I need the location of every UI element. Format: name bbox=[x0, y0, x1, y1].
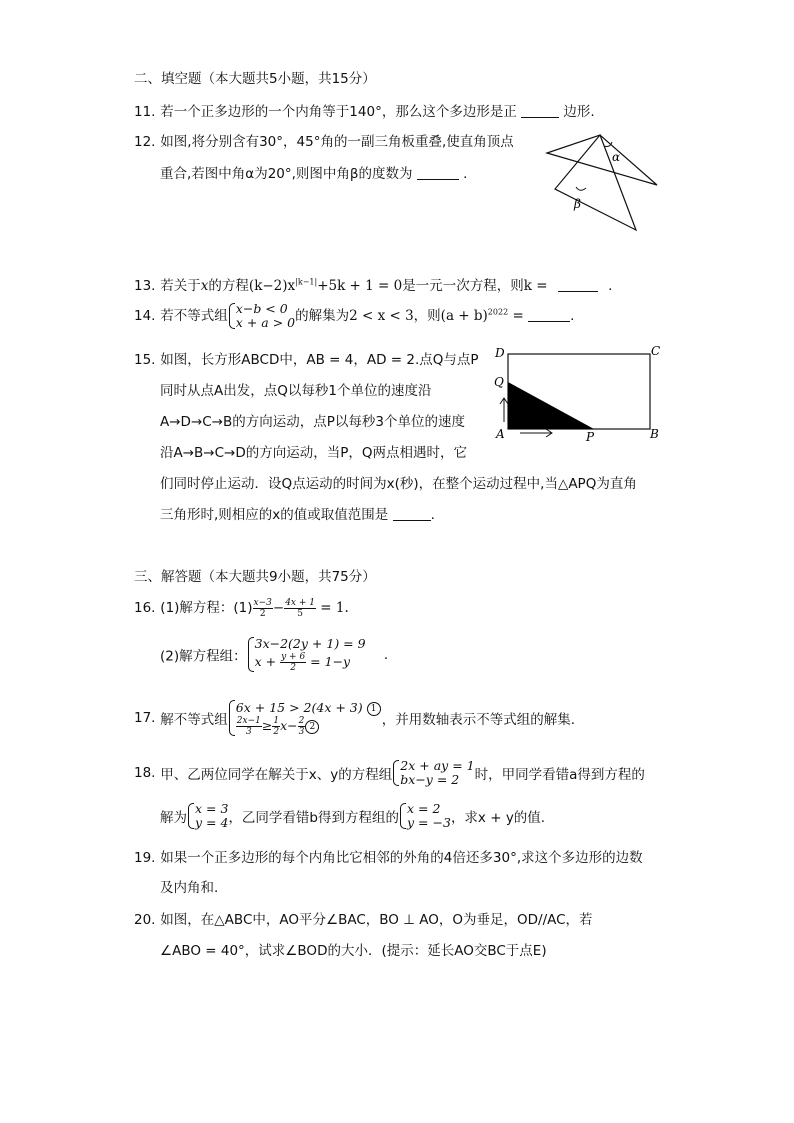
question-text: (1)解方程：(1) bbox=[160, 600, 253, 616]
fraction: $\frac{4x + 1}{5}$ bbox=[285, 597, 315, 619]
question-12-line-1 bbox=[134, 130, 514, 150]
equation-system: 3x−2(2y + 1) = 9 x + $\frac{y + 6}{2}$ = 1−y bbox=[247, 636, 366, 673]
question-19-line-1 bbox=[134, 846, 643, 866]
question-text: 如图，在△ABC中，AO平分∠BAC，BO ⊥ AO，O为垂足，OD//AC，若 bbox=[160, 912, 593, 928]
period: . bbox=[430, 507, 435, 523]
inequality-system: 6x + 15 > 2(4x + 3) 1 $\frac{2x-1}{3}$ ≥ $\frac{1}{2}$ x− $\frac{2}{3}$ 2 bbox=[228, 699, 376, 737]
question-tail: 边形. bbox=[563, 104, 595, 120]
question-15-line-4: 沿A→B→C→D的方向运动，当P，Q两点相遇时，它 bbox=[160, 445, 468, 461]
alpha-label: α bbox=[612, 150, 621, 164]
label-p: P bbox=[586, 430, 595, 442]
solution-system-2: x = 2 y = −3 bbox=[399, 802, 451, 830]
fraction: $\frac{x-3}{2}$ bbox=[253, 597, 272, 619]
period: . bbox=[570, 308, 575, 324]
question-text: (2)解方程组： bbox=[160, 648, 247, 665]
triangle-30-60 bbox=[547, 135, 657, 185]
question-16-part-2 bbox=[160, 636, 388, 673]
section-3-title: 三、解答题（本大题共9小题，共75分） bbox=[134, 569, 376, 585]
question-text: 如果一个正多边形的每个内角比它相邻的外角的4倍还多30°,求这个多边形的边数 bbox=[160, 850, 643, 866]
triangle-ruler-figure bbox=[540, 128, 665, 236]
question-text: ，乙同学看错b得到方程组的 bbox=[228, 810, 400, 826]
question-16-part-1 bbox=[134, 596, 349, 619]
question-15-line-2: 同时从点A出发，点Q以每秒1个单位的速度沿 bbox=[160, 383, 432, 399]
equals: = bbox=[508, 308, 524, 324]
answer-blank[interactable] bbox=[393, 508, 431, 521]
label-a: A bbox=[496, 427, 505, 441]
inequality-system: x−b < 0 x + a > 0 bbox=[228, 302, 295, 330]
question-text: ，并用数轴表示不等式组的解集. bbox=[381, 712, 576, 728]
question-text: 甲、乙两位同学在解关于x、y的方程组 bbox=[160, 767, 393, 783]
question-11 bbox=[134, 100, 595, 120]
question-text: 如图，长方形ABCD中，AB = 4，AD = 2.点Q与点P bbox=[160, 352, 479, 368]
label-q: Q bbox=[494, 375, 504, 389]
question-text: 三角形时,则相应的x的值或取值范围是 bbox=[160, 507, 389, 523]
answer-blank[interactable] bbox=[528, 309, 570, 322]
question-15-line-1 bbox=[134, 348, 479, 368]
question-text: 若关于 bbox=[160, 278, 201, 294]
question-text: 若一个正多边形的一个内角等于140°，那么这个多边形是正 bbox=[160, 104, 517, 120]
equation-part: 的方程(k−2)x bbox=[208, 278, 296, 294]
section-2-title: 二、填空题（本大题共5小题，共15分） bbox=[134, 71, 376, 87]
period: . bbox=[383, 646, 389, 663]
question-14 bbox=[134, 302, 574, 330]
question-number: 17. bbox=[134, 710, 156, 726]
question-text: 解不等式组 bbox=[160, 712, 228, 728]
question-number: 13. bbox=[134, 278, 156, 294]
period: . bbox=[608, 278, 613, 294]
question-number: 11. bbox=[134, 104, 156, 120]
question-text: ，求x + y的值. bbox=[450, 810, 546, 826]
answer-blank[interactable] bbox=[521, 105, 559, 118]
question-17 bbox=[134, 699, 575, 737]
answer-blank[interactable] bbox=[417, 167, 459, 180]
equation-part: = 1. bbox=[316, 600, 349, 616]
question-number: 19. bbox=[134, 850, 156, 866]
question-18-line-2 bbox=[160, 802, 545, 830]
question-13 bbox=[134, 274, 612, 294]
equation-system: 2x + ay = 1 bx−y = 2 bbox=[392, 759, 474, 787]
question-15-line-5: 们同时停止运动．设Q点运动的时间为x(秒)，在整个运动过程中,当△APQ为直角 bbox=[160, 476, 637, 492]
variable-x: x bbox=[200, 278, 209, 294]
answer-blank[interactable] bbox=[558, 279, 598, 292]
question-text: 重合,若图中角α为20°,则图中角β的度数为 bbox=[160, 166, 413, 182]
question-number: 14. bbox=[134, 308, 156, 324]
rectangle-figure bbox=[490, 342, 670, 442]
triangle-apq bbox=[508, 382, 594, 429]
question-20-line-2: ∠ABO = 40°，试求∠BOD的大小．(提示：延长AO交BC于点E) bbox=[160, 943, 547, 959]
question-15-line-3: A→D→C→B的方向运动，点P以每秒3个单位的速度 bbox=[160, 414, 465, 430]
label-d: D bbox=[495, 346, 505, 360]
beta-arc bbox=[576, 187, 586, 190]
exponent: |k−1| bbox=[295, 277, 318, 287]
question-text: 若不等式组 bbox=[160, 308, 228, 324]
triangle-45-45 bbox=[555, 135, 636, 230]
fraction: $\frac{y + 6}{2}$ bbox=[281, 652, 306, 673]
solution-system-1: x = 3 y = 4 bbox=[187, 802, 228, 830]
question-20-line-1 bbox=[134, 908, 593, 928]
question-12-line-2 bbox=[160, 162, 467, 182]
question-text: 如图,将分别含有30°，45°角的一副三角板重叠,使直角顶点 bbox=[160, 134, 514, 150]
period: . bbox=[463, 166, 468, 182]
question-number: 16. bbox=[134, 600, 156, 616]
question-text: 的解集为2 < x < 3，则(a + b) bbox=[295, 308, 488, 324]
question-text: 时，甲同学看错a得到方程的 bbox=[474, 767, 645, 783]
circled-number: 2 bbox=[305, 720, 319, 734]
question-19-line-2: 及内角和. bbox=[160, 880, 219, 896]
exponent: 2022 bbox=[487, 307, 509, 317]
label-c: C bbox=[651, 344, 661, 358]
question-number: 20. bbox=[134, 912, 156, 928]
label-b: B bbox=[650, 427, 659, 441]
question-number: 18. bbox=[134, 765, 156, 781]
circled-number: 1 bbox=[367, 702, 381, 716]
minus-sign: − bbox=[272, 600, 285, 616]
question-number: 15. bbox=[134, 352, 156, 368]
question-15-line-6 bbox=[160, 503, 435, 523]
question-18-line-1 bbox=[134, 759, 645, 787]
beta-label: β bbox=[574, 197, 581, 211]
equation-part: +5k + 1 = 0是一元一次方程，则k = bbox=[317, 278, 548, 294]
question-text: 解为 bbox=[160, 810, 187, 826]
question-number: 12. bbox=[134, 134, 156, 150]
